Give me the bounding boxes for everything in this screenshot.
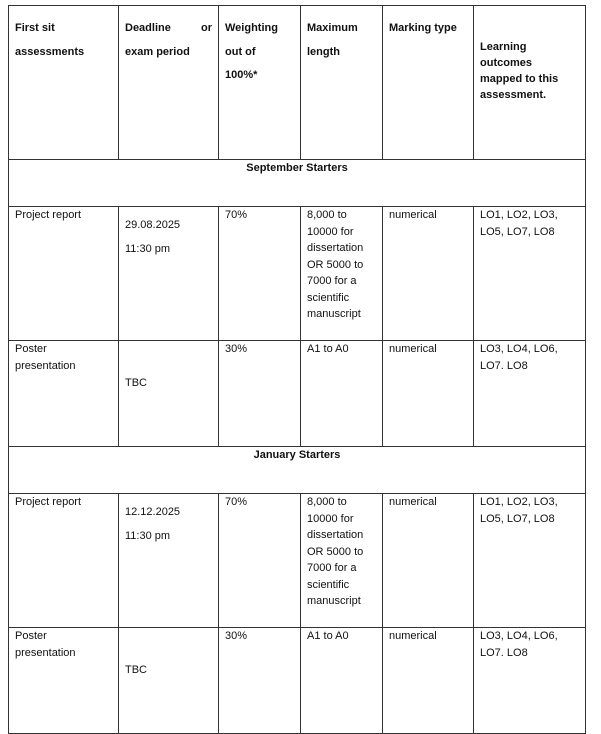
table-row-project-report [9, 207, 586, 341]
section-row-january [9, 447, 586, 494]
table-row-poster-presentation [9, 341, 586, 447]
header-max-length: Maximum length [301, 6, 383, 160]
header-deadline: Deadline or exam period [119, 6, 219, 160]
header-marking-type: Marking type [383, 6, 474, 160]
deadline-cell: 29.08.2025 11:30 pm [119, 207, 219, 341]
assessment-table [8, 5, 586, 734]
learning-outcomes-cell: LO1, LO2, LO3, LO5, LO7, LO8 [474, 207, 586, 341]
deadline-cell: TBC [119, 341, 219, 447]
learning-outcomes-cell: LO3, LO4, LO6, LO7. LO8 [474, 628, 586, 734]
marking-type-cell: numerical [383, 628, 474, 734]
section-row-september [9, 160, 586, 207]
table-row-project-report [9, 494, 586, 628]
assessment-name: Poster presentation [9, 341, 119, 447]
deadline-cell: 12.12.2025 11:30 pm [119, 494, 219, 628]
weighting-cell: 70% [219, 207, 301, 341]
learning-outcomes-cell: LO1, LO2, LO3, LO5, LO7, LO8 [474, 494, 586, 628]
header-row [9, 6, 586, 160]
max-length-cell: 8,000 to 10000 for dissertation OR 5000 to 7000 for a scientific manuscript [301, 207, 383, 341]
table-row-poster-presentation [9, 628, 586, 734]
section-title: September Starters [9, 160, 586, 207]
section-title: January Starters [9, 447, 586, 494]
max-length-cell: A1 to A0 [301, 628, 383, 734]
header-first-sit: First sit assessments [9, 6, 119, 160]
assessment-name: Project report [9, 207, 119, 341]
marking-type-cell: numerical [383, 494, 474, 628]
deadline-cell: TBC [119, 628, 219, 734]
header-weighting: Weighting out of 100%* [219, 6, 301, 160]
weighting-cell: 30% [219, 341, 301, 447]
max-length-cell: 8,000 to 10000 for dissertation OR 5000 to 7000 for a scientific manuscript [301, 494, 383, 628]
marking-type-cell: numerical [383, 341, 474, 447]
assessment-name: Poster presentation [9, 628, 119, 734]
learning-outcomes-cell: LO3, LO4, LO6, LO7. LO8 [474, 341, 586, 447]
weighting-cell: 70% [219, 494, 301, 628]
max-length-cell: A1 to A0 [301, 341, 383, 447]
header-learning-outcomes: Learning outcomes mapped to this assessment. [474, 6, 586, 160]
weighting-cell: 30% [219, 628, 301, 734]
assessment-name: Project report [9, 494, 119, 628]
marking-type-cell: numerical [383, 207, 474, 341]
